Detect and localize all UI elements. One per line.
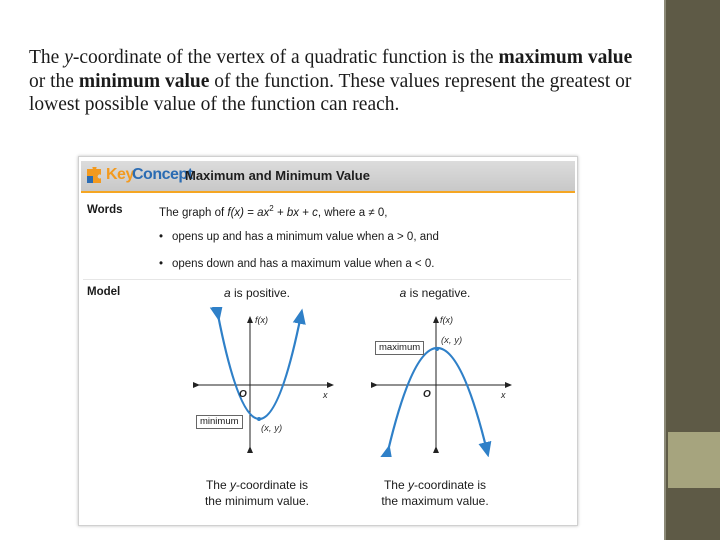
- intro-minimum-value: minimum value: [78, 70, 210, 92]
- left-caption-y: y: [229, 478, 236, 492]
- logo-key-text: Key: [106, 166, 134, 183]
- bullet-opens-up: opens up and has a minimum value when a > 0, and: [172, 231, 439, 243]
- right-heading-text: is negative.: [406, 286, 471, 300]
- intro-text: -coordinate of the vertex of a quadratic function is the: [72, 47, 499, 68]
- downward-parabola-graph: [367, 307, 517, 457]
- upward-parabola-graph: [189, 307, 339, 457]
- right-caption-y: y: [407, 478, 414, 492]
- words-ax: ax: [257, 206, 270, 219]
- left-heading-text: is positive.: [230, 286, 291, 300]
- bullet-opens-down: opens down and has a maximum value when a < 0.: [172, 258, 435, 270]
- left-model-caption: [177, 477, 337, 509]
- words-bxc: + bx + c: [273, 206, 318, 219]
- right-model-caption: [355, 477, 515, 509]
- x-axis-label: x: [501, 390, 506, 400]
- words-fx: f(x): [227, 206, 245, 219]
- logo-concept-text: Concept: [132, 166, 193, 183]
- intro-text: The: [29, 47, 65, 68]
- right-caption-line2: the maximum value.: [381, 494, 489, 508]
- intro-y-variable: y: [64, 47, 73, 68]
- model-label: Model: [87, 286, 121, 298]
- vertex-coordinate-label: (x, y): [261, 423, 283, 434]
- right-caption-text: -coordinate is: [413, 478, 487, 492]
- sidebar-accent-block: [668, 432, 720, 488]
- intro-maximum-value: maximum value: [498, 47, 633, 68]
- vertex-point: [435, 347, 439, 351]
- left-model-heading: [187, 286, 327, 300]
- card-title: Maximum and Minimum Value: [185, 168, 370, 183]
- intro-text: of the function. These values represent the greatest or lowest possible value of the function can reach.: [29, 70, 632, 115]
- minimum-box-label: minimum: [196, 415, 243, 429]
- maximum-box-label: maximum: [375, 341, 424, 355]
- vertex-coordinate-label: (x, y): [441, 335, 463, 346]
- y-axis-label: f(x): [440, 315, 453, 325]
- left-caption-line2: the minimum value.: [204, 494, 310, 508]
- words-tail: , where a ≠ 0,: [317, 206, 388, 219]
- x-axis-label: x: [323, 390, 328, 400]
- words-label: Words: [87, 204, 123, 216]
- left-heading-var: a: [223, 286, 231, 300]
- left-caption-text: The: [205, 478, 230, 492]
- origin-label: O: [239, 389, 247, 400]
- words-eq: =: [244, 206, 258, 219]
- puzzle-icon: [85, 167, 103, 185]
- key-concept-card: [78, 156, 578, 526]
- intro-text: or the: [29, 70, 79, 92]
- words-text: The graph of: [159, 206, 228, 219]
- words-line-1: [159, 204, 387, 219]
- y-axis-label: f(x): [255, 315, 268, 325]
- card-header: [81, 161, 575, 193]
- parabola-curve: [218, 315, 301, 419]
- right-heading-var: a: [399, 286, 407, 300]
- bullet-dot: •: [159, 258, 164, 270]
- words-exponent: 2: [269, 204, 274, 213]
- left-caption-text: -coordinate is: [235, 478, 309, 492]
- vertex-point: [257, 417, 261, 421]
- right-caption-text: The: [383, 478, 408, 492]
- parabola-curve: [388, 348, 487, 451]
- right-model-heading: [365, 286, 505, 300]
- row-divider: [83, 279, 571, 280]
- intro-paragraph: [29, 46, 649, 117]
- origin-label: O: [423, 389, 431, 400]
- bullet-dot: •: [159, 231, 164, 243]
